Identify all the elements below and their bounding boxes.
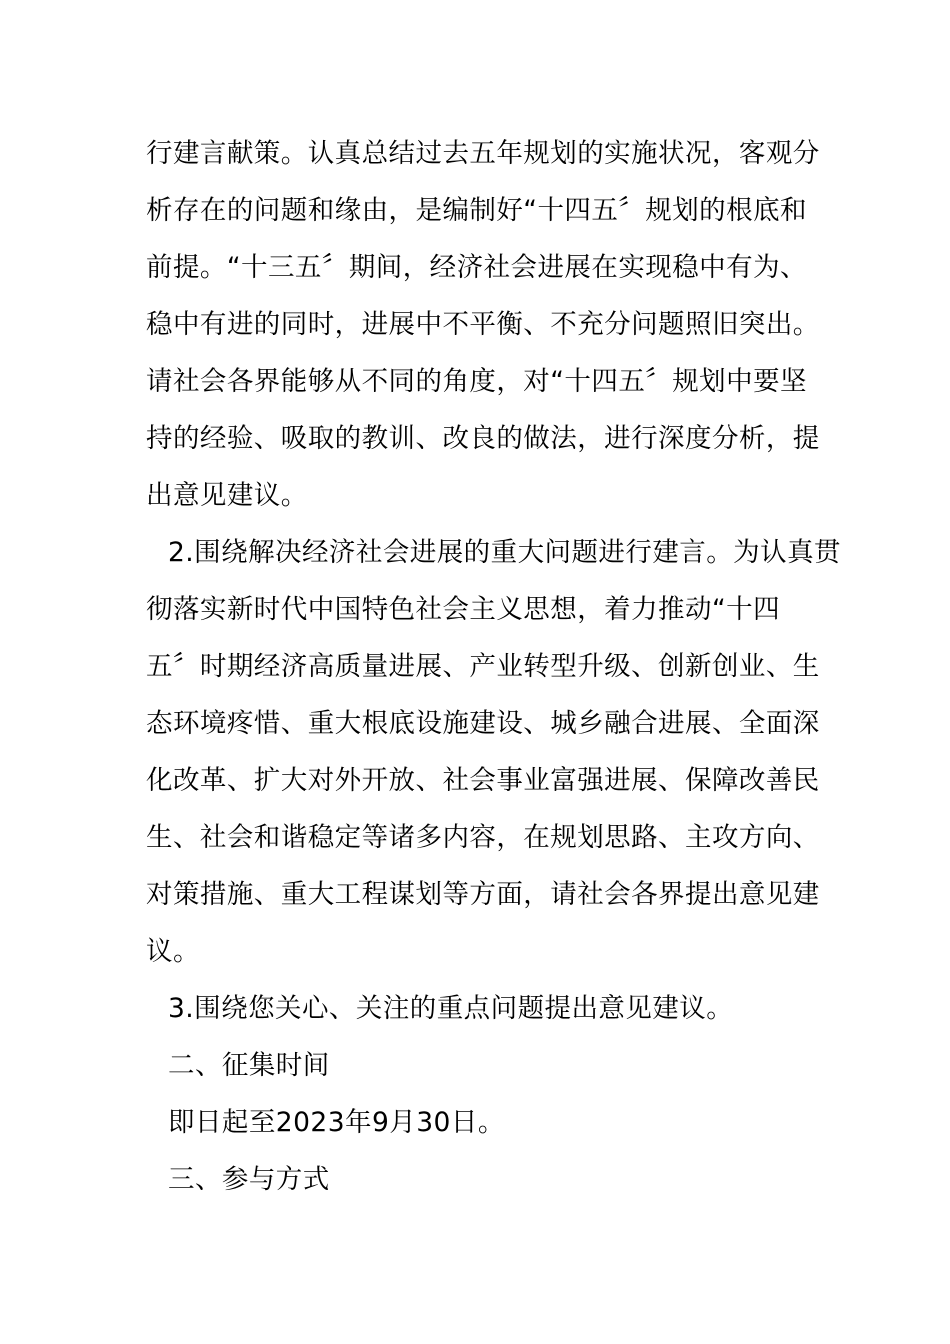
text-line: 请社会各界能够从不同的角度，对“十四五〞规划中要坚: [146, 366, 807, 397]
text-line: 议。: [146, 936, 200, 967]
text-line: 对策措施、重大工程谋划等方面，请社会各界提出意见建: [146, 879, 820, 910]
text-line: 生、社会和谐稳定等诸多内容，在规划思路、主攻方向、: [146, 822, 820, 853]
collection-time-text: 即日起至2023年9月30日。: [168, 1107, 505, 1138]
text-line: 析存在的问题和缘由，是编制好“十四五〞规划的根底和: [146, 195, 807, 226]
paragraph-2-start: 2.围绕解决经济社会进展的重大问题进行建言。为认真贯: [168, 537, 841, 568]
text-line: 五〞时期经济高质量进展、产业转型升级、创新创业、生: [146, 651, 820, 682]
paragraph-3: 3.围绕您关心、关注的重点问题提出意见建议。: [168, 993, 734, 1024]
text-line: 行建言献策。认真总结过去五年规划的实施状况，客观分: [146, 138, 820, 169]
text-line: 出意见建议。: [146, 480, 308, 511]
text-line: 彻落实新时代中国特色社会主义思想，着力推动“十四: [146, 594, 781, 625]
text-line: 化改革、扩大对外开放、社会事业富强进展、保障改善民: [146, 765, 820, 796]
text-line: 持的经验、吸取的教训、改良的做法，进行深度分析，提: [146, 423, 820, 454]
text-line: 态环境疼惜、重大根底设施建设、城乡融合进展、全面深: [146, 708, 820, 739]
section-heading-collection-time: 二、征集时间: [168, 1050, 330, 1081]
section-heading-participation: 三、参与方式: [168, 1164, 330, 1195]
text-line: 前提。“十三五〞期间，经济社会进展在实现稳中有为、: [146, 252, 807, 283]
text-line: 稳中有进的同时，进展中不平衡、不充分问题照旧突出。: [146, 309, 820, 340]
